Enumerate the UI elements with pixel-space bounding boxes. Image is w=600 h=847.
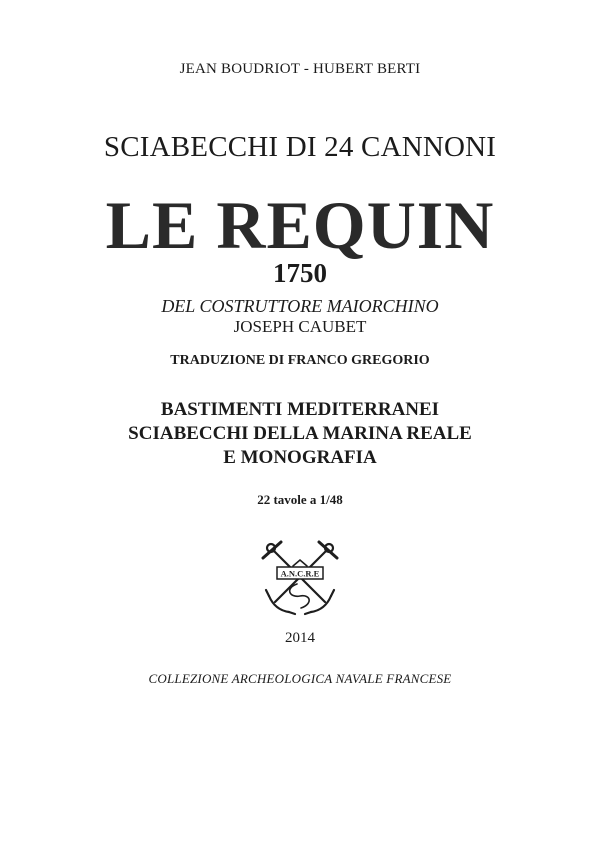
collection-name: COLLEZIONE ARCHEOLOGICA NAVALE FRANCESE xyxy=(148,671,452,686)
builder-line: DEL COSTRUTTORE MAIORCHINO xyxy=(161,296,439,316)
series-line: BASTIMENTI MEDITERRANEI xyxy=(160,399,440,420)
subtitle: SCIABECCHI DI 24 CANNONI xyxy=(103,131,497,163)
anchor-rope xyxy=(290,584,309,608)
anchor-emblem-svg xyxy=(255,536,345,622)
series-line: E MONOGRAFIA xyxy=(223,447,377,468)
plates-info: 22 tavole a 1/48 xyxy=(257,492,343,507)
ship-year: 1750 xyxy=(273,258,327,288)
translation-credit: TRADUZIONE DI FRANCO GREGORIO xyxy=(170,353,430,368)
series-description xyxy=(0,398,600,470)
authors: JEAN BOUDRIOT - HUBERT BERTI xyxy=(179,61,421,77)
crossed-anchors-emblem-icon xyxy=(255,536,345,622)
series-line: SCIABECCHI DELLA MARINA REALE xyxy=(128,423,472,444)
emblem-crown xyxy=(293,560,307,566)
builder-name: JOSEPH CAUBET xyxy=(233,317,367,336)
emblem-banner-text: A.N.C.R.E xyxy=(280,568,320,579)
book-title: LE REQUIN xyxy=(105,187,495,263)
publication-year: 2014 xyxy=(285,630,315,646)
